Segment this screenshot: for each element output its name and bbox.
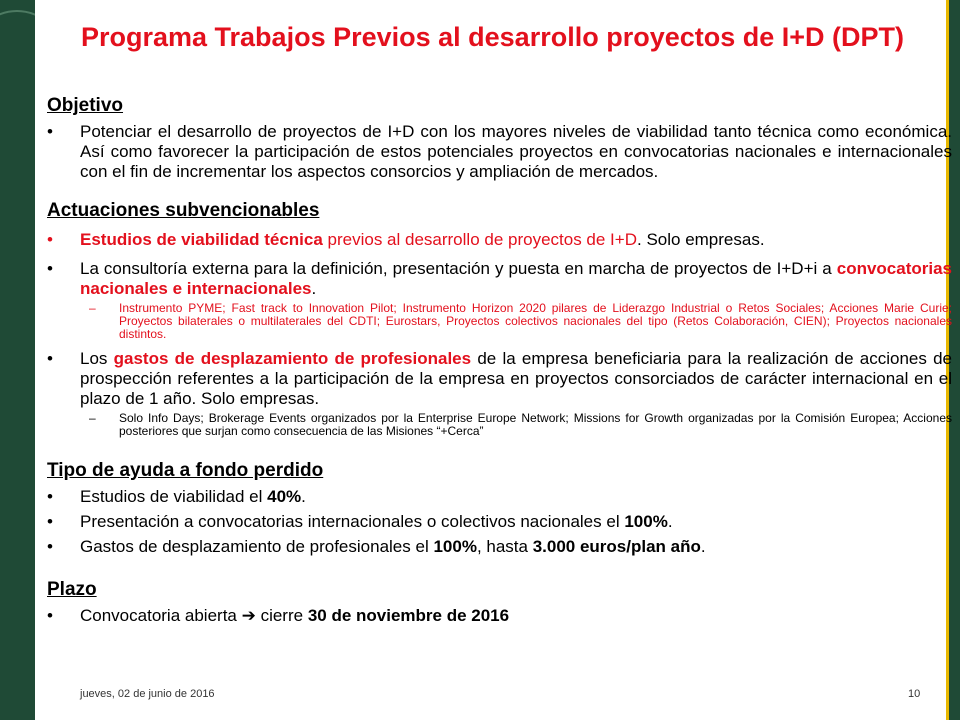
objetivo-text: Potenciar el desarrollo de proyectos de I+D con los mayores niveles de viabilidad tanto técnica como económica. Así como favorecer la participación de estos potenciales proyectos en convocatorias nacionales e internacionales con el fin de incrementar los aspectos consorcios y ampliación de mercados. [80,122,952,181]
ayuda-i3-text: Gastos de desplazamiento de profesionales el [80,537,434,556]
ayuda-item-2 [47,512,952,532]
ayuda-i3-bold1: 100% [433,537,477,556]
ayuda-i3-bold2: 3.000 euros/plan año [532,537,701,556]
plazo-text: Convocatoria abierta [80,606,242,625]
b3-end: de la empresa beneficiaria para la realización de acciones de prospección referentes a la participación de la empresa en proyectos consorciados de carácter internacional en el plazo de 1 año. Solo empresas. [80,349,953,408]
b2-end: . [311,279,317,298]
b1-rest: previos al desarrollo de proyectos de I+D [322,230,637,249]
actuaciones-bullet-3 [47,349,952,409]
bullet-dot: • [47,259,53,278]
bullet-dot: • [47,230,53,249]
ayuda-i3-end: . [700,537,706,556]
plazo-mid: cierre [255,606,308,625]
b1-bold: Estudios de viabilidad técnica [80,230,323,249]
ayuda-i1-bold: 40% [267,487,302,506]
bullet-dot: • [47,512,53,531]
b2-sub-text: Instrumento PYME; Fast track to Innovation Pilot; Instrumento Horizon 2020 pilares de Liderazgo Industrial o Retos Sociales; Acciones Marie Curie; Proyectos bilaterales o multilaterales del CDTI; Eurostars, Proyectos colectivos nacionales del tipo (Retos Colaboración, CIEN); Proyectos nacionales distintos. [119,301,952,341]
slide-content [47,94,952,626]
objetivo-heading: Objetivo [47,95,124,116]
b3-start: Los [80,349,114,368]
arrow-right-icon: ➔ [241,606,256,625]
bullet-dot: • [47,349,53,368]
ayuda-item-3 [47,537,952,557]
left-decorative-bar [0,0,35,720]
bullet-dot: • [47,537,53,556]
page-number: 10 [908,688,921,700]
plazo-bold: 30 de noviembre de 2016 [307,606,510,625]
decorative-arc [0,0,35,60]
dash-mark: – [89,301,96,315]
ayuda-i3-mid: , hasta [476,537,533,556]
actuaciones-bullet-1 [47,230,952,250]
plazo-heading: Plazo [47,579,97,600]
b2-start: La consultoría externa para la definición, presentación y puesta en marcha de proyectos de I+D+i a [80,259,837,278]
dash-mark: – [89,411,96,425]
ayuda-i2-end: . [667,512,673,531]
actuaciones-heading: Actuaciones subvencionables [47,200,320,221]
ayuda-i2-bold: 100% [624,512,668,531]
slide-title: Programa Trabajos Previos al desarrollo proyectos de I+D (DPT) [80,22,905,52]
plazo-item [47,606,952,626]
ayuda-i2-text: Presentación a convocatorias internacionales o colectivos nacionales el [80,512,625,531]
actuaciones-sub-2 [47,412,952,438]
b2-bold: convocatorias nacionales e internacionales [80,259,952,298]
actuaciones-bullet-2 [47,259,952,299]
b3-sub-text: Solo Info Days; Brokerage Events organizados por la Enterprise Europe Network; Missions for Growth organizadas por la Comisión Europea; Acciones posteriores que surjan como consecuencia de las Misiones “+Cerca” [119,411,952,438]
objetivo-bullet [47,122,952,182]
ayuda-item-1 [47,487,952,507]
footer-date: jueves, 02 de junio de 2016 [80,688,215,700]
bullet-dot: • [47,487,53,506]
bullet-dot: • [47,606,53,625]
b1-end: . Solo empresas. [637,230,765,249]
actuaciones-sub-1 [47,302,952,341]
ayuda-i1-end: . [301,487,306,506]
bullet-dot: • [47,122,53,141]
ayuda-i1-text: Estudios de viabilidad el [80,487,268,506]
ayuda-heading: Tipo de ayuda a fondo perdido [47,460,324,481]
b3-bold: gastos de desplazamiento de profesionales [113,349,472,368]
